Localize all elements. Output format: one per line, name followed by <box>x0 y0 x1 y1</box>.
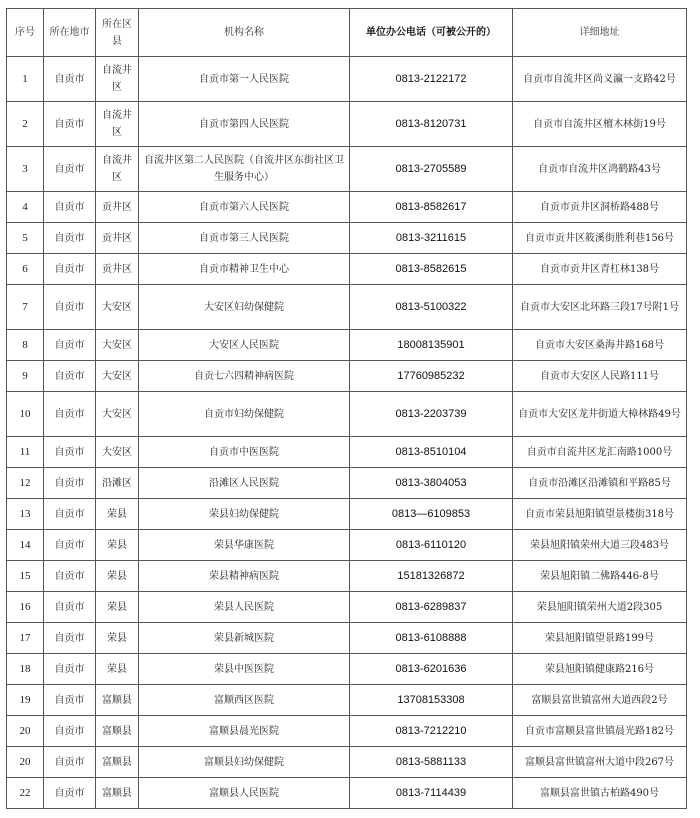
table-body <box>7 57 687 809</box>
cell-seq: 5 <box>7 223 44 254</box>
cell-phone: 0813-6289837 <box>350 592 513 623</box>
cell-name: 荣县人民医院 <box>139 592 350 623</box>
cell-district: 荣县 <box>96 623 139 654</box>
table-row <box>7 592 687 623</box>
cell-seq: 22 <box>7 778 44 809</box>
cell-seq: 13 <box>7 499 44 530</box>
cell-city: 自贡市 <box>44 330 96 361</box>
table-row <box>7 778 687 809</box>
cell-name: 荣县精神病医院 <box>139 561 350 592</box>
table-row <box>7 330 687 361</box>
table-row <box>7 392 687 437</box>
cell-district: 大安区 <box>96 361 139 392</box>
cell-address: 荣县旭阳镇二佛路446-8号 <box>513 561 687 592</box>
header-district: 所在区县 <box>96 9 139 57</box>
cell-seq: 10 <box>7 392 44 437</box>
table-row <box>7 716 687 747</box>
cell-phone: 17760985232 <box>350 361 513 392</box>
cell-address: 荣县旭阳镇荣州大道三段483号 <box>513 530 687 561</box>
cell-name: 荣县华康医院 <box>139 530 350 561</box>
cell-city: 自贡市 <box>44 561 96 592</box>
cell-phone: 0813-3804053 <box>350 468 513 499</box>
document-page <box>6 8 687 809</box>
table-row <box>7 747 687 778</box>
cell-city: 自贡市 <box>44 716 96 747</box>
header-phone: 单位办公电话（可被公开的） <box>350 9 513 57</box>
cell-seq: 14 <box>7 530 44 561</box>
cell-district: 荣县 <box>96 561 139 592</box>
cell-name: 自贡市妇幼保健院 <box>139 392 350 437</box>
cell-address: 自贡市富顺县富世镇晨光路182号 <box>513 716 687 747</box>
cell-city: 自贡市 <box>44 192 96 223</box>
cell-district: 富顺县 <box>96 747 139 778</box>
cell-seq: 2 <box>7 102 44 147</box>
cell-name: 自贡市精神卫生中心 <box>139 254 350 285</box>
header-address: 详细地址 <box>513 9 687 57</box>
cell-address: 自贡市自流井区尚义瀛一支路42号 <box>513 57 687 102</box>
cell-seq: 20 <box>7 747 44 778</box>
cell-name: 荣县妇幼保健院 <box>139 499 350 530</box>
cell-city: 自贡市 <box>44 499 96 530</box>
header-city: 所在地市 <box>44 9 96 57</box>
cell-address: 富顺县富世镇古柏路490号 <box>513 778 687 809</box>
cell-phone: 0813-5881133 <box>350 747 513 778</box>
cell-address: 荣县旭阳镇望景路199号 <box>513 623 687 654</box>
cell-city: 自贡市 <box>44 361 96 392</box>
cell-city: 自贡市 <box>44 747 96 778</box>
cell-name: 自流井区第二人民医院（自流井区东街社区卫生服务中心） <box>139 147 350 192</box>
cell-city: 自贡市 <box>44 223 96 254</box>
cell-district: 富顺县 <box>96 778 139 809</box>
cell-district: 大安区 <box>96 437 139 468</box>
cell-address: 富顺县富世镇富州大道西段2号 <box>513 685 687 716</box>
header-name: 机构名称 <box>139 9 350 57</box>
cell-seq: 18 <box>7 654 44 685</box>
table-row <box>7 623 687 654</box>
cell-phone: 13708153308 <box>350 685 513 716</box>
cell-seq: 19 <box>7 685 44 716</box>
cell-district: 自流井区 <box>96 102 139 147</box>
cell-district: 自流井区 <box>96 57 139 102</box>
header-seq: 序号 <box>7 9 44 57</box>
cell-city: 自贡市 <box>44 147 96 192</box>
cell-seq: 6 <box>7 254 44 285</box>
cell-address: 自贡市贡井区洞桥路488号 <box>513 192 687 223</box>
cell-phone: 18008135901 <box>350 330 513 361</box>
cell-city: 自贡市 <box>44 285 96 330</box>
cell-seq: 9 <box>7 361 44 392</box>
table-row <box>7 561 687 592</box>
cell-address: 自贡市自流井区龙汇南路1000号 <box>513 437 687 468</box>
cell-name: 大安区妇幼保健院 <box>139 285 350 330</box>
cell-city: 自贡市 <box>44 592 96 623</box>
table-row <box>7 654 687 685</box>
cell-address: 富顺县富世镇富州大道中段267号 <box>513 747 687 778</box>
cell-name: 大安区人民医院 <box>139 330 350 361</box>
cell-seq: 17 <box>7 623 44 654</box>
cell-phone: 15181326872 <box>350 561 513 592</box>
cell-district: 贡井区 <box>96 223 139 254</box>
table-row <box>7 147 687 192</box>
cell-name: 富顺县晨光医院 <box>139 716 350 747</box>
cell-district: 富顺县 <box>96 685 139 716</box>
cell-city: 自贡市 <box>44 392 96 437</box>
cell-phone: 0813—6109853 <box>350 499 513 530</box>
table-row <box>7 192 687 223</box>
cell-address: 荣县旭阳镇荣州大道2段305 <box>513 592 687 623</box>
table-row <box>7 223 687 254</box>
cell-phone: 0813-7212210 <box>350 716 513 747</box>
cell-address: 自贡市荣县旭阳镇望景楼街318号 <box>513 499 687 530</box>
cell-phone: 0813-5100322 <box>350 285 513 330</box>
table-row <box>7 102 687 147</box>
cell-seq: 11 <box>7 437 44 468</box>
cell-phone: 0813-6110120 <box>350 530 513 561</box>
cell-address: 自贡市大安区桑海井路168号 <box>513 330 687 361</box>
cell-address: 自贡市大安区人民路111号 <box>513 361 687 392</box>
cell-seq: 4 <box>7 192 44 223</box>
cell-seq: 7 <box>7 285 44 330</box>
cell-seq: 16 <box>7 592 44 623</box>
table-row <box>7 685 687 716</box>
cell-address: 自贡市贡井区青杠林138号 <box>513 254 687 285</box>
table-row <box>7 361 687 392</box>
cell-address: 自贡市自流井区檀木林街19号 <box>513 102 687 147</box>
table-row <box>7 468 687 499</box>
table-row <box>7 254 687 285</box>
cell-city: 自贡市 <box>44 254 96 285</box>
cell-district: 沿滩区 <box>96 468 139 499</box>
hospital-table <box>6 8 687 809</box>
cell-address: 自贡市大安区龙井街道大樟林路49号 <box>513 392 687 437</box>
cell-district: 大安区 <box>96 330 139 361</box>
cell-name: 富顺县人民医院 <box>139 778 350 809</box>
cell-phone: 0813-6108888 <box>350 623 513 654</box>
cell-name: 沿滩区人民医院 <box>139 468 350 499</box>
cell-seq: 8 <box>7 330 44 361</box>
cell-phone: 0813-2203739 <box>350 392 513 437</box>
cell-district: 荣县 <box>96 592 139 623</box>
cell-name: 自贡市第四人民医院 <box>139 102 350 147</box>
cell-district: 贡井区 <box>96 192 139 223</box>
cell-seq: 15 <box>7 561 44 592</box>
cell-seq: 20 <box>7 716 44 747</box>
cell-address: 自贡市沿滩区沿滩镇和平路85号 <box>513 468 687 499</box>
table-header-row <box>7 9 687 57</box>
cell-phone: 0813-2122172 <box>350 57 513 102</box>
cell-phone: 0813-6201636 <box>350 654 513 685</box>
cell-district: 贡井区 <box>96 254 139 285</box>
cell-name: 自贡市中医医院 <box>139 437 350 468</box>
cell-name: 富顺西区医院 <box>139 685 350 716</box>
table-row <box>7 499 687 530</box>
cell-city: 自贡市 <box>44 530 96 561</box>
table-row <box>7 57 687 102</box>
cell-city: 自贡市 <box>44 102 96 147</box>
cell-phone: 0813-2705589 <box>350 147 513 192</box>
cell-city: 自贡市 <box>44 57 96 102</box>
cell-seq: 3 <box>7 147 44 192</box>
cell-district: 富顺县 <box>96 716 139 747</box>
cell-seq: 1 <box>7 57 44 102</box>
cell-address: 自贡市贡井区筱溪街胜利巷156号 <box>513 223 687 254</box>
cell-city: 自贡市 <box>44 437 96 468</box>
cell-phone: 0813-8510104 <box>350 437 513 468</box>
cell-phone: 0813-3211615 <box>350 223 513 254</box>
table-row <box>7 285 687 330</box>
cell-district: 大安区 <box>96 285 139 330</box>
cell-city: 自贡市 <box>44 654 96 685</box>
cell-seq: 12 <box>7 468 44 499</box>
cell-address: 荣县旭阳镇健康路216号 <box>513 654 687 685</box>
cell-district: 荣县 <box>96 654 139 685</box>
cell-district: 荣县 <box>96 499 139 530</box>
cell-name: 荣县中医医院 <box>139 654 350 685</box>
cell-district: 大安区 <box>96 392 139 437</box>
cell-district: 荣县 <box>96 530 139 561</box>
cell-address: 自贡市自流井区鸿鹤路43号 <box>513 147 687 192</box>
cell-city: 自贡市 <box>44 778 96 809</box>
cell-district: 自流井区 <box>96 147 139 192</box>
cell-name: 荣县新城医院 <box>139 623 350 654</box>
table-row <box>7 437 687 468</box>
cell-name: 富顺县妇幼保健院 <box>139 747 350 778</box>
cell-city: 自贡市 <box>44 623 96 654</box>
cell-name: 自贡市第一人民医院 <box>139 57 350 102</box>
cell-name: 自贡市第三人民医院 <box>139 223 350 254</box>
cell-phone: 0813-8582617 <box>350 192 513 223</box>
cell-phone: 0813-7114439 <box>350 778 513 809</box>
cell-city: 自贡市 <box>44 685 96 716</box>
cell-name: 自贡市第六人民医院 <box>139 192 350 223</box>
cell-address: 自贡市大安区北环路三段17号附1号 <box>513 285 687 330</box>
cell-city: 自贡市 <box>44 468 96 499</box>
table-row <box>7 530 687 561</box>
cell-phone: 0813-8120731 <box>350 102 513 147</box>
cell-phone: 0813-8582615 <box>350 254 513 285</box>
cell-name: 自贡七六四精神病医院 <box>139 361 350 392</box>
